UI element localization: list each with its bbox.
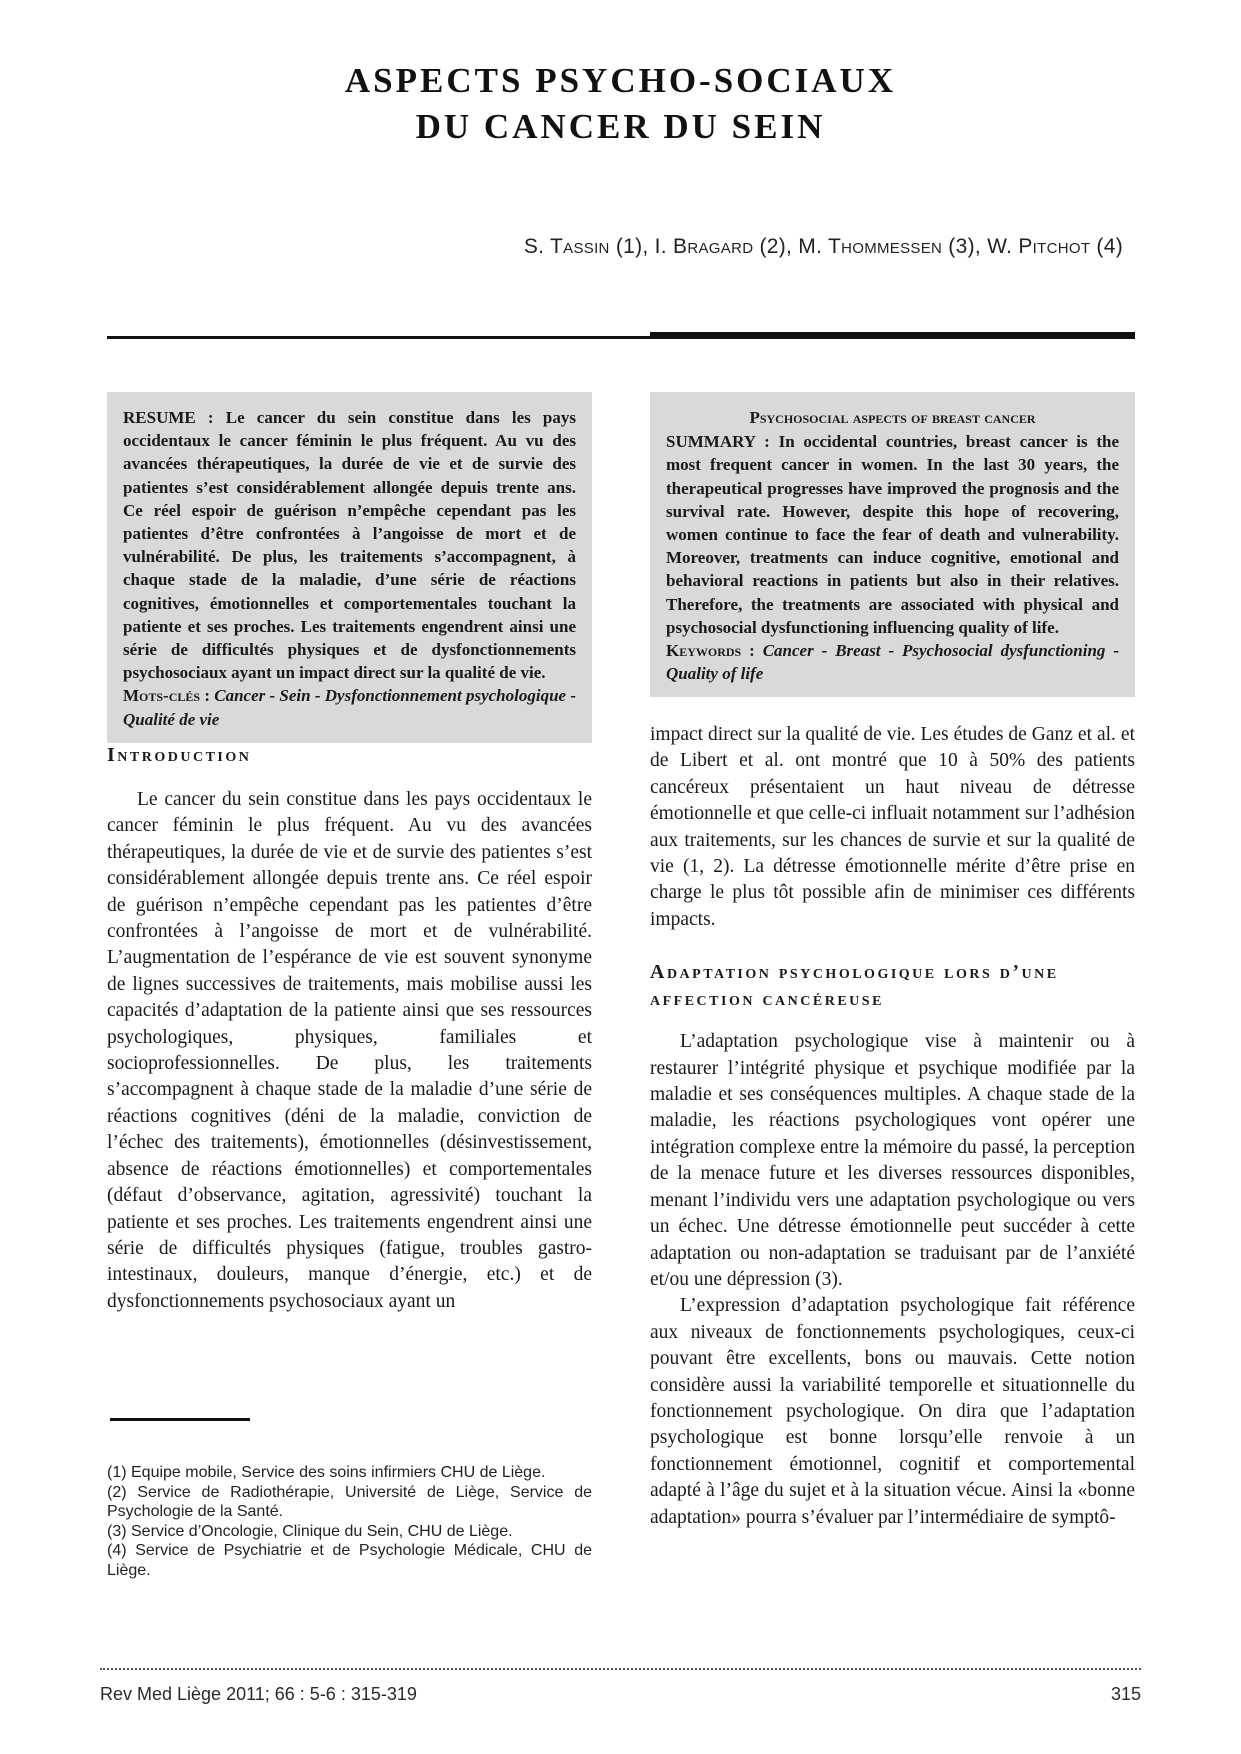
- authors-line: S. Tassin (1), I. Bragard (2), M. Thommessen (3), W. Pitchot (4): [523, 235, 1123, 258]
- summary-heading: Psychosocial aspects of breast cancer: [749, 408, 1036, 427]
- footer-citation: Rev Med Liège 2011; 66 : 5-6 : 315-319: [100, 1684, 417, 1704]
- adaptation-paragraph-1: L’adaptation psychologique vise à maintenir ou à restaurer l’intégrité physique et psychique modifiée par la maladie et ses conséquences multiples. A chaque stade de la maladie, les réactions psychologiques vont opérer une intégration complexe entre la mémoire du passé, la perception de la menace future et les diverses ressources disponibles, menant l’individu vers une adaptation psychologique ou vers un échec. Une détresse émotionnelle peut succéder à cette adaptation ou non-adaptation se traduisant par de l’anxiété et/ou une dépression (3).: [650, 1031, 1135, 1290]
- footnote-item-1: (1) Equipe mobile, Service des soins infirmiers CHU de Liège.: [107, 1464, 546, 1481]
- summary-text: SUMMARY : In occidental countries, breast cancer is the most frequent cancer in women. In the last 30 years, the therapeutical progresses have improved the prognosis and the survival rate. However, despite this hope of recovering, women continue to face the fear of death and vulnerability. Moreover, treatments can induce cognitive, emotional and behavioral reactions in patients but also in their relatives. Therefore, the treatments are associated with physical and psychosocial dysfunctioning influencing quality of life.: [666, 432, 1119, 637]
- footnote-item-3: (3) Service d’Oncologie, Clinique du Sein, CHU de Liège.: [107, 1522, 513, 1540]
- title-line-1: ASPECTS PSYCHO-SOCIAUX: [344, 61, 897, 100]
- intro-heading: Introduction: [107, 744, 252, 766]
- summary-keywords-label: Keywords: [666, 641, 742, 661]
- footnote-block: [107, 1418, 592, 1580]
- footnote-item-2: (2) Service de Radiothérapie, Université de Liège, Service de Psychologie de la Santé.: [107, 1483, 592, 1520]
- title-rule-left: [107, 336, 650, 339]
- page-title: [0, 58, 1241, 150]
- section-heading-adaptation: Adaptation psychologique lors d’une affection cancéreuse: [650, 961, 1059, 1011]
- right-column: [650, 722, 1135, 1531]
- page-footer: [100, 1668, 1141, 1705]
- resume-text: RESUME : Le cancer du sein constitue dans les pays occidentaux le cancer féminin le plus fréquent. Au vu des avancées thérapeutiques, la durée de vie et de survie des patientes s’est considérablement allongée depuis trente ans. Ce réel espoir de guérison n’empêche cependant pas les patientes d’être confrontées à l’angoisse de mort et de vulnérabilité. De plus, les traitements s’accompagnent, à chaque stade de la maladie, d’une série de réactions cognitives, émotionnelles et comportementales touchant la patiente et ses proches. Les traitements engendrent ainsi une série de difficultés physiques et de dysfonctionnements psychosociaux ayant un impact direct sur la qualité de vie.: [123, 408, 576, 683]
- resume-keywords-label: Mots-clés: [123, 686, 201, 706]
- resume-keywords-line: [123, 684, 576, 730]
- intro-paragraph: Le cancer du sein constitue dans les pays occidentaux le cancer féminin le plus fréquent. Au vu des avancées thérapeutiques, la durée de vie et de survie des patientes s’est considérablement allongée depuis trente ans. Ce réel espoir de guérison n’empêche cependant pas les patientes d’être confrontées à l’angoisse de mort et de vulnérabilité. L’augmentation de l’espérance de vie est souvent synonyme de lignes successives de traitements, mais mobilise aussi les capacités d’adaptation de la patiente ainsi que ses ressources psychologiques, physiques, familiales et socioprofessionnelles. De plus, les traitements s’accompagnent à chaque stade de la maladie d’une série de réactions cognitives (déni de la maladie, conviction de l’échec des traitements), émotionnelles (désinvestissement, absence de réactions émotionnelles) et comportementales (défaut d’observance, agitation, agressivité) touchant la patiente et ses proches. Les traitements engendrent ainsi une série de difficultés physiques (fatigue, troubles gastro-intestinaux, douleurs, manque d’énergie, etc.) et de dysfonctionnements psychosociaux ayant un: [107, 789, 592, 1312]
- continuation-paragraph: impact direct sur la qualité de vie. Les études de Ganz et al. et de Libert et al. ont montré que 10 à 50% des patients cancéreux présentaient un haut niveau de détresse émotionnelle et que celle-ci influait notamment sur l’adhésion aux traitements, sur les chances de survie et sur la qualité de vie (1, 2). La détresse émotionnelle mérite d’être prise en charge le plus tôt possible afin de minimiser ces différents impacts.: [650, 724, 1135, 930]
- title-line-2: DU CANCER DU SEIN: [415, 107, 826, 146]
- resume-keywords-separator: :: [200, 686, 215, 706]
- summary-keywords-line: [666, 639, 1119, 685]
- resume-box: [107, 392, 592, 743]
- left-column: [107, 742, 592, 1315]
- resume-keywords: Cancer - Sein - Dysfonctionnement psychologique - Qualité de vie: [123, 686, 576, 729]
- summary-box: [650, 392, 1135, 697]
- footnote-rule: [110, 1418, 250, 1421]
- title-rule-right: [650, 332, 1135, 339]
- summary-keywords: Cancer - Breast - Psychosocial dysfunctioning - Quality of life: [666, 641, 1119, 684]
- footnote-item-4: (4) Service de Psychiatrie et de Psychologie Médicale, CHU de Liège.: [107, 1542, 592, 1579]
- adaptation-paragraph-2: L’expression d’adaptation psychologique fait référence aux niveaux de fonctionnements psychologiques, ceux-ci pouvant être excellents, bons ou mauvais. Cette notion considère aussi la variabilité temporelle et situationnelle du fonctionnement psychologique. On dira que l’adaptation psychologique est bonne lorsqu’elle renvoie à un fonctionnement émotionnel, cognitif et comportemental adapté à l’âge du sujet et à la situation vécue. Ainsi la «bonne adaptation» pourra s’évaluer par l’intermédiaire de symptô-: [650, 1295, 1135, 1528]
- footer-page-number: 315: [1110, 1684, 1141, 1704]
- summary-keywords-separator: :: [741, 641, 763, 661]
